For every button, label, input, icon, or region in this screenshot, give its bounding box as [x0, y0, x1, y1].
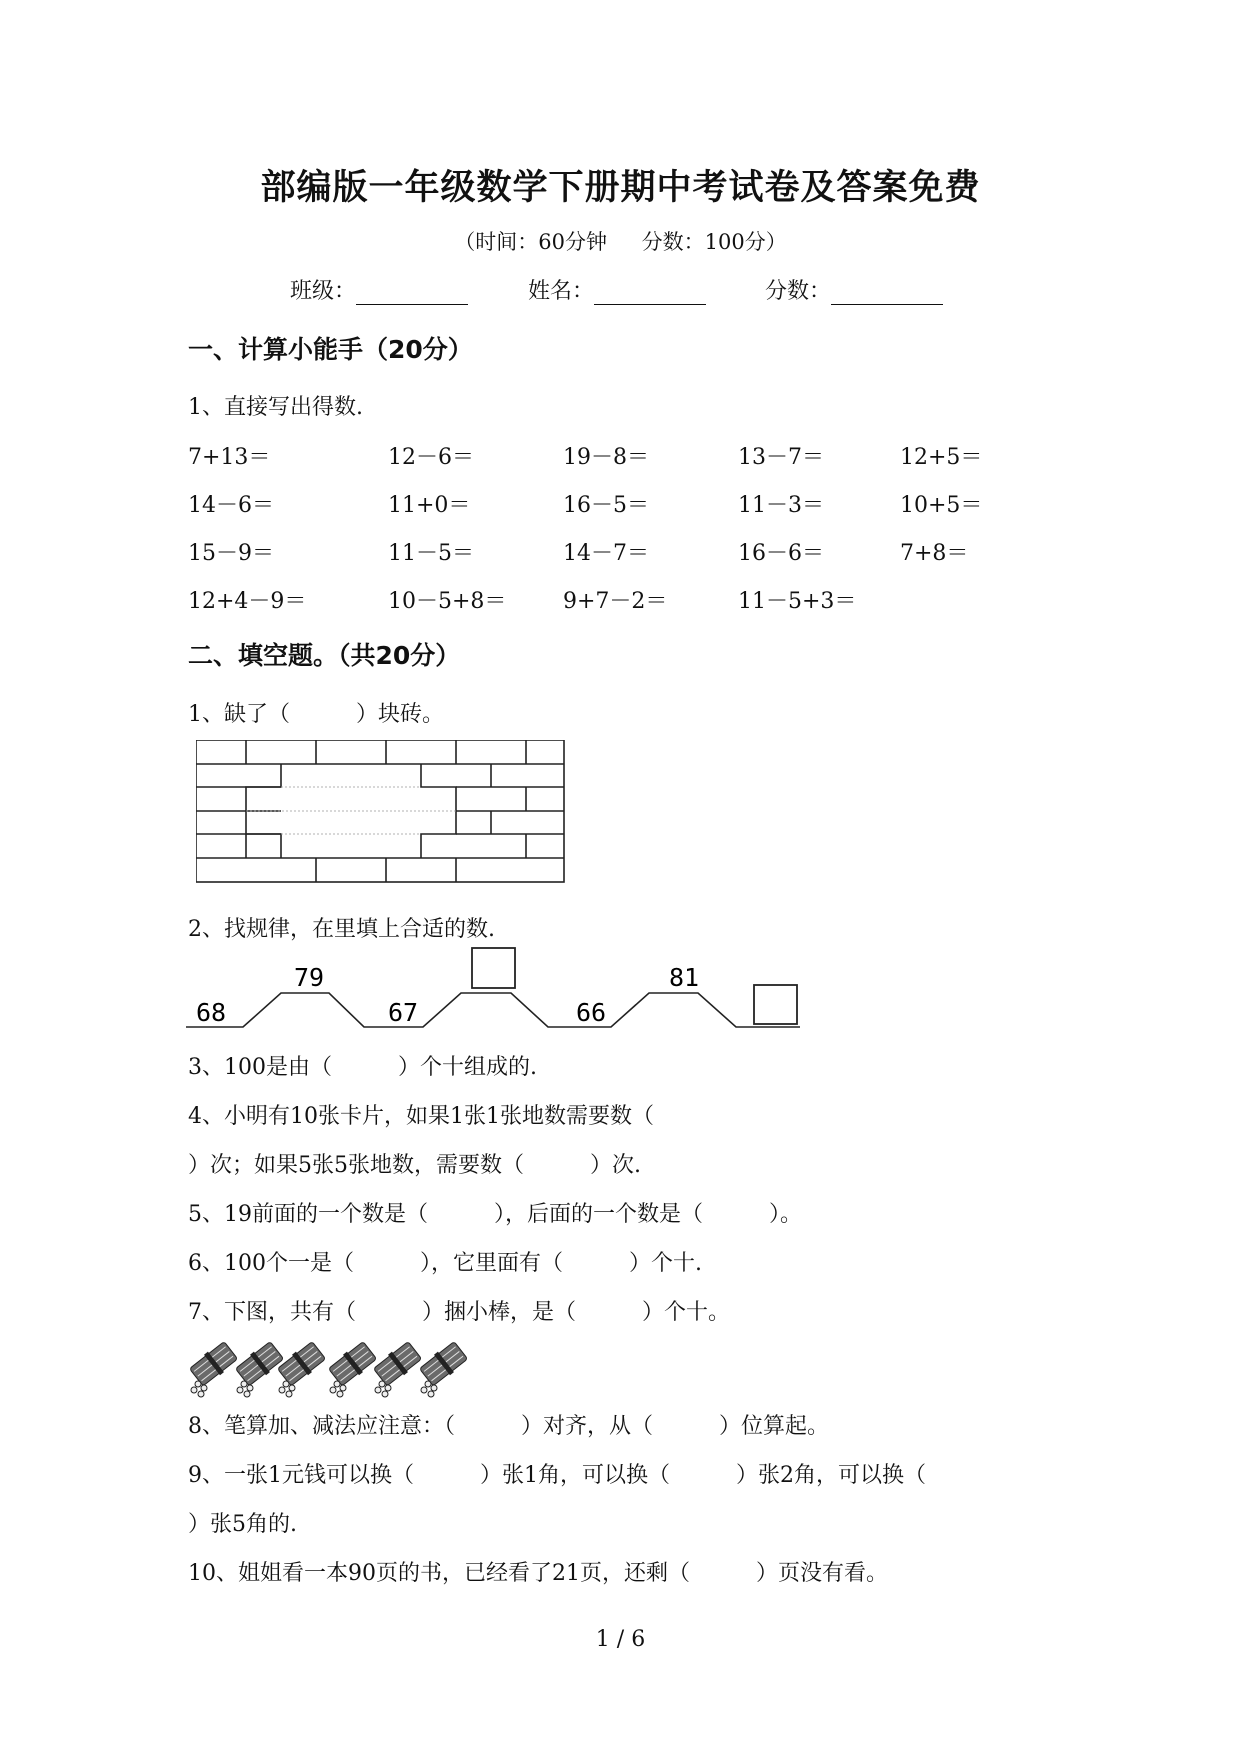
stick-bundle — [234, 1340, 285, 1397]
number-pattern-figure — [186, 945, 806, 1035]
calc-item: 10+5＝ — [900, 493, 983, 518]
s2-question-4a: 4、小明有10张卡片，如果1张1张地数需要数（ — [188, 1104, 654, 1129]
stick-bundle — [372, 1340, 423, 1397]
s2-question-8: 8、笔算加、减法应注意：（ ）对齐，从（ ）位算起。 — [188, 1414, 829, 1439]
pattern-number: 81 — [669, 963, 700, 992]
score-label: 分数： — [765, 279, 832, 304]
s2-question-5: 5、19前面的一个数是（ ），后面的一个数是（ ）。 — [188, 1202, 802, 1227]
s2-question-9b: ）张5角的. — [188, 1512, 297, 1537]
calc-item: 7+8＝ — [900, 541, 969, 566]
pattern-number: 66 — [576, 998, 607, 1027]
s1-question-1: 1、直接写出得数. — [188, 395, 363, 420]
name-blank[interactable] — [594, 280, 706, 305]
s2-question-7: 7、下图，共有（ ）捆小棒，是（ ）个十。 — [188, 1300, 730, 1325]
calc-item: 10－5+8＝ — [388, 589, 507, 614]
calc-item: 7+13＝ — [188, 445, 271, 470]
pattern-number: 79 — [294, 963, 325, 992]
calc-item: 11－3＝ — [738, 493, 824, 518]
s2-question-4b: ）次；如果5张5张地数，需要数（ ）次. — [188, 1153, 641, 1178]
calc-item: 16－5＝ — [563, 493, 649, 518]
brick-wall-figure — [196, 740, 566, 884]
stick-bundle — [327, 1340, 378, 1397]
s2-question-1: 1、缺了（ ）块砖。 — [188, 702, 444, 727]
exam-time: （时间：60分钟 — [454, 230, 607, 254]
s2-question-6: 6、100个一是（ ），它里面有（ ）个十. — [188, 1251, 702, 1276]
class-label: 班级： — [290, 279, 357, 304]
s2-question-3: 3、100是由（ ）个十组成的. — [188, 1055, 537, 1080]
calc-item: 12+4－9＝ — [188, 589, 307, 614]
score-field — [765, 274, 943, 305]
pattern-answer-box[interactable] — [754, 985, 797, 1024]
calc-item: 11+0＝ — [388, 493, 471, 518]
score-blank[interactable] — [831, 280, 943, 305]
calc-item: 9+7－2＝ — [563, 589, 668, 614]
calc-item: 11－5+3＝ — [738, 589, 857, 614]
page-title: 部编版一年级数学下册期中考试卷及答案免费 — [260, 168, 981, 208]
name-field — [528, 274, 706, 305]
calc-item: 13－7＝ — [738, 445, 824, 470]
pattern-number: 67 — [388, 998, 419, 1027]
calc-item: 14－6＝ — [188, 493, 274, 518]
calc-item: 16－6＝ — [738, 541, 824, 566]
name-label: 姓名： — [528, 279, 595, 304]
stick-bundle — [418, 1340, 469, 1397]
s2-question-9a: 9、一张1元钱可以换（ ）张1角，可以换（ ）张2角，可以换（ — [188, 1463, 926, 1488]
calc-item: 11－5＝ — [388, 541, 474, 566]
pattern-number: 68 — [196, 998, 227, 1027]
section2-heading: 二、填空题。（共20分） — [188, 641, 461, 670]
calc-item: 12－6＝ — [388, 445, 474, 470]
exam-total-score: 分数：100分） — [641, 230, 787, 254]
calc-item: 15－9＝ — [188, 541, 274, 566]
class-blank[interactable] — [356, 280, 468, 305]
calc-item: 14－7＝ — [563, 541, 649, 566]
page-number: 1 / 6 — [595, 1627, 646, 1652]
pattern-answer-box[interactable] — [472, 948, 515, 988]
exam-meta — [0, 226, 1241, 256]
calc-item: 19－8＝ — [563, 445, 649, 470]
pattern-zigzag-line — [186, 993, 800, 1027]
calc-item: 12+5＝ — [900, 445, 983, 470]
class-field — [290, 274, 468, 305]
stick-bundle — [188, 1340, 239, 1397]
stick-bundles-figure — [188, 1340, 478, 1400]
stick-bundle — [276, 1340, 327, 1397]
s2-question-10: 10、姐姐看一本90页的书，已经看了21页，还剩（ ）页没有看。 — [188, 1561, 888, 1586]
section1-heading: 一、计算小能手（20分） — [188, 335, 473, 364]
s2-question-2: 2、找规律，在里填上合适的数. — [188, 917, 495, 942]
